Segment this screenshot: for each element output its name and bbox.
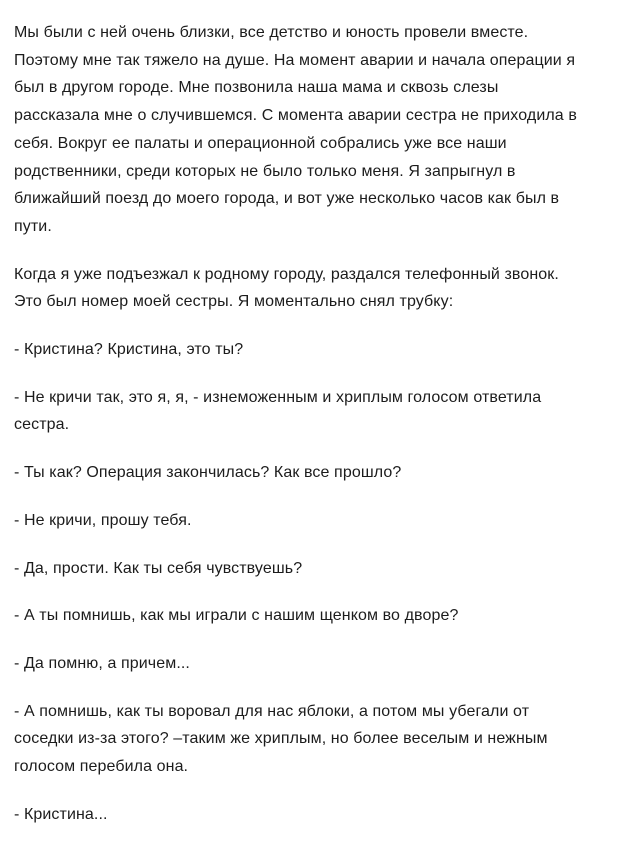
text-line: рассказала мне о случившемся. С момента аварии сестра не приходила в — [14, 107, 577, 125]
paragraph — [14, 19, 619, 241]
text-line: Это был номер моей сестры. Я моментально снял трубку: — [14, 293, 454, 311]
text-line: пути. — [14, 217, 52, 235]
text-line: Мы были с ней очень близки, все детство и юность провели вместе. — [14, 24, 529, 41]
text-line: голосом перебила она. — [14, 758, 189, 776]
paragraph — [14, 507, 619, 535]
paragraph — [14, 384, 619, 439]
text-line: - Не кричи так, это я, я, - изнеможенным и хриплым голосом ответила — [14, 388, 542, 406]
text-line: - Не кричи, прошу тебя. — [14, 511, 192, 529]
text-line: - Ты как? Операция закончилась? Как все прошло? — [14, 464, 402, 482]
text-line: себя. Вокруг ее палаты и операционной собрались уже все наши — [14, 134, 507, 152]
paragraph — [14, 801, 619, 829]
text-line: - Кристина... — [14, 805, 108, 823]
paragraph — [14, 698, 619, 781]
text-line: Поэтому мне так тяжело на душе. На момент аварии и начала операции я — [14, 51, 576, 69]
text-line: - А ты помнишь, как мы играли с нашим щенком во дворе? — [14, 607, 459, 625]
paragraph — [14, 555, 619, 583]
text-line: Когда я уже подъезжал к родному городу, раздался телефонный звонок. — [14, 265, 559, 283]
text-line: - Кристина? Кристина, это ты? — [14, 341, 244, 359]
text-line: - Да помню, а причем... — [14, 654, 190, 672]
text-line: - Да, прости. Как ты себя чувствуешь? — [14, 559, 303, 577]
paragraph — [14, 459, 619, 487]
text-line: сестра. — [14, 416, 70, 434]
paragraph — [14, 261, 619, 316]
text-line: родственники, среди которых не было только меня. Я запрыгнул в — [14, 162, 516, 180]
paragraph — [14, 650, 619, 678]
text-line: соседки из-за этого? –таким же хриплым, но более веселым и нежным — [14, 730, 548, 748]
text-line: был в другом городе. Мне позвонила наша мама и сквозь слезы — [14, 79, 499, 97]
text-line: - А помнишь, как ты воровал для нас яблоки, а потом мы убегали от — [14, 702, 530, 720]
text-line: ближайший поезд до моего города, и вот уже несколько часов как был в — [14, 190, 560, 208]
paragraph — [14, 602, 619, 630]
paragraph — [14, 336, 619, 364]
